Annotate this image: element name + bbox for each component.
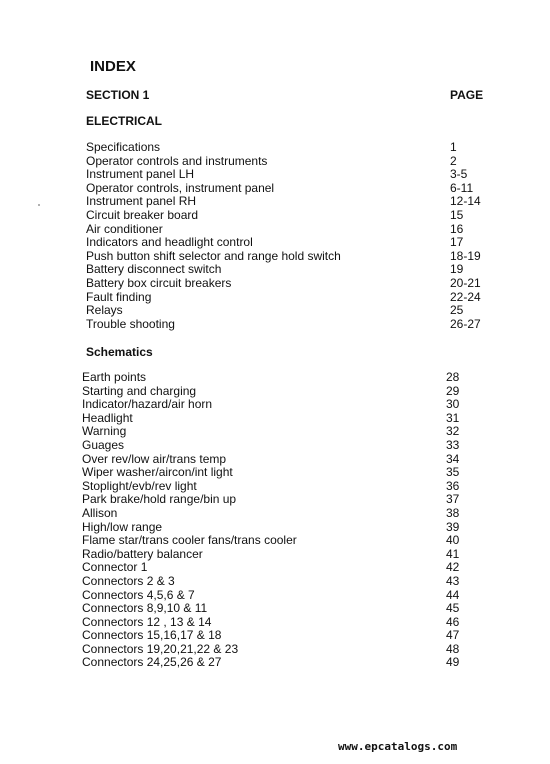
entry-label: Connectors 15,16,17 & 18 xyxy=(82,628,222,643)
index-entry xyxy=(82,385,502,399)
entry-label: Battery disconnect switch xyxy=(86,262,222,277)
entry-label: Instrument panel LH xyxy=(86,167,195,182)
index-entry xyxy=(82,643,502,657)
schematics-heading: Schematics xyxy=(86,345,153,359)
index-entry xyxy=(86,209,506,223)
entry-page: 45 xyxy=(446,601,460,616)
entry-label: Stoplight/evb/rev light xyxy=(82,478,197,493)
entry-page: 46 xyxy=(446,614,460,629)
section-label: SECTION 1 xyxy=(86,88,150,102)
entry-label: Park brake/hold range/bin up xyxy=(82,492,237,507)
entry-label: Specifications xyxy=(86,140,161,154)
entry-label: Operator controls and instruments xyxy=(86,153,268,168)
index-entry xyxy=(82,412,502,426)
entry-label: Connectors 19,20,21,22 & 23 xyxy=(82,641,239,656)
entry-label: Allison xyxy=(82,505,118,520)
entry-page: 49 xyxy=(446,655,460,670)
index-entry xyxy=(82,493,502,507)
entry-page: 12-14 xyxy=(450,194,481,209)
footer-url: www.epcatalogs.com xyxy=(338,740,458,753)
entry-page: 42 xyxy=(446,560,460,575)
index-entry xyxy=(86,277,506,291)
index-entry xyxy=(86,141,506,155)
entry-page: 39 xyxy=(446,519,460,534)
entry-label: Flame star/trans cooler fans/trans cooler xyxy=(82,533,297,548)
index-entry xyxy=(82,548,502,562)
entry-label: Guages xyxy=(82,437,125,452)
entry-page: 47 xyxy=(446,628,460,643)
index-entry xyxy=(82,616,502,630)
entry-label: Connectors 8,9,10 & 11 xyxy=(82,601,208,616)
entry-page: 36 xyxy=(446,478,460,493)
entry-label: Push button shift selector and range hold switch xyxy=(86,248,341,263)
entry-page: 29 xyxy=(446,383,460,398)
index-entry xyxy=(86,291,506,305)
index-entry xyxy=(82,561,502,575)
entry-page: 6-11 xyxy=(450,180,474,195)
entry-label: Earth points xyxy=(82,370,147,384)
index-entry xyxy=(86,223,506,237)
schematics-index-list xyxy=(82,371,502,670)
entry-label: Connectors 2 & 3 xyxy=(82,573,175,588)
index-entry xyxy=(82,602,502,616)
index-entry xyxy=(82,629,502,643)
entry-label: Connectors 24,25,26 & 27 xyxy=(82,655,222,670)
index-entry xyxy=(86,263,506,277)
entry-page: 26-27 xyxy=(450,316,481,331)
entry-page: 1 xyxy=(450,140,457,154)
entry-label: Instrument panel RH xyxy=(86,194,197,209)
entry-label: Over rev/low air/trans temp xyxy=(82,451,227,466)
entry-label: High/low range xyxy=(82,519,163,534)
index-entry xyxy=(82,575,502,589)
entry-page: 37 xyxy=(446,492,460,507)
index-entry xyxy=(82,521,502,535)
index-entry xyxy=(86,168,506,182)
entry-page: 33 xyxy=(446,437,460,452)
page-title: INDEX xyxy=(90,58,136,75)
entry-page: 22-24 xyxy=(450,289,481,304)
entry-label: Fault finding xyxy=(86,289,152,304)
index-entry xyxy=(86,182,506,196)
entry-page: 2 xyxy=(450,153,457,168)
index-entry xyxy=(86,304,506,318)
entry-page: 30 xyxy=(446,397,460,412)
entry-label: Air conditioner xyxy=(86,221,163,236)
entry-page: 16 xyxy=(450,221,464,236)
entry-label: Radio/battery balancer xyxy=(82,546,203,561)
entry-page: 15 xyxy=(450,207,464,222)
index-entry xyxy=(82,453,502,467)
entry-page: 19 xyxy=(450,262,464,277)
entry-page: 3-5 xyxy=(450,167,468,182)
entry-label: Indicators and headlight control xyxy=(86,235,253,250)
electrical-index-list xyxy=(86,141,506,331)
index-entry xyxy=(86,250,506,264)
entry-page: 40 xyxy=(446,533,460,548)
index-entry xyxy=(86,318,506,332)
entry-label: Battery box circuit breakers xyxy=(86,275,232,290)
entry-page: 32 xyxy=(446,424,460,439)
entry-page: 48 xyxy=(446,641,460,656)
entry-page: 20-21 xyxy=(450,275,481,290)
entry-page: 25 xyxy=(450,303,464,318)
entry-label: Connectors 12 , 13 & 14 xyxy=(82,614,212,629)
index-entry xyxy=(82,425,502,439)
entry-label: Connector 1 xyxy=(82,560,148,575)
entry-page: 34 xyxy=(446,451,460,466)
entry-label: Wiper washer/aircon/int light xyxy=(82,465,233,480)
index-entry xyxy=(82,589,502,603)
entry-page: 18-19 xyxy=(450,248,481,263)
entry-label: Circuit breaker board xyxy=(86,207,199,222)
entry-page: 28 xyxy=(446,370,460,384)
entry-page: 35 xyxy=(446,465,460,480)
entry-label: Indicator/hazard/air horn xyxy=(82,397,213,412)
entry-label: Trouble shooting xyxy=(86,316,175,331)
page-column-header: PAGE xyxy=(450,88,484,102)
entry-page: 41 xyxy=(446,546,460,561)
index-entry xyxy=(82,398,502,412)
entry-page: 38 xyxy=(446,505,460,520)
index-entry xyxy=(86,155,506,169)
index-entry xyxy=(82,371,502,385)
entry-label: Connectors 4,5,6 & 7 xyxy=(82,587,195,602)
index-entry xyxy=(82,466,502,480)
index-entry xyxy=(82,480,502,494)
index-entry xyxy=(82,439,502,453)
index-entry xyxy=(86,236,506,250)
entry-page: 43 xyxy=(446,573,460,588)
index-entry xyxy=(82,656,502,670)
entry-page: 31 xyxy=(446,410,460,425)
electrical-heading: ELECTRICAL xyxy=(86,114,162,128)
entry-label: Headlight xyxy=(82,410,133,425)
entry-label: Starting and charging xyxy=(82,383,197,398)
entry-page: 44 xyxy=(446,587,460,602)
entry-label: Warning xyxy=(82,424,127,439)
entry-label: Relays xyxy=(86,303,123,318)
entry-page: 17 xyxy=(450,235,464,250)
scan-speck xyxy=(38,204,40,206)
index-entry xyxy=(82,534,502,548)
index-entry xyxy=(86,195,506,209)
index-entry xyxy=(82,507,502,521)
entry-label: Operator controls, instrument panel xyxy=(86,180,275,195)
